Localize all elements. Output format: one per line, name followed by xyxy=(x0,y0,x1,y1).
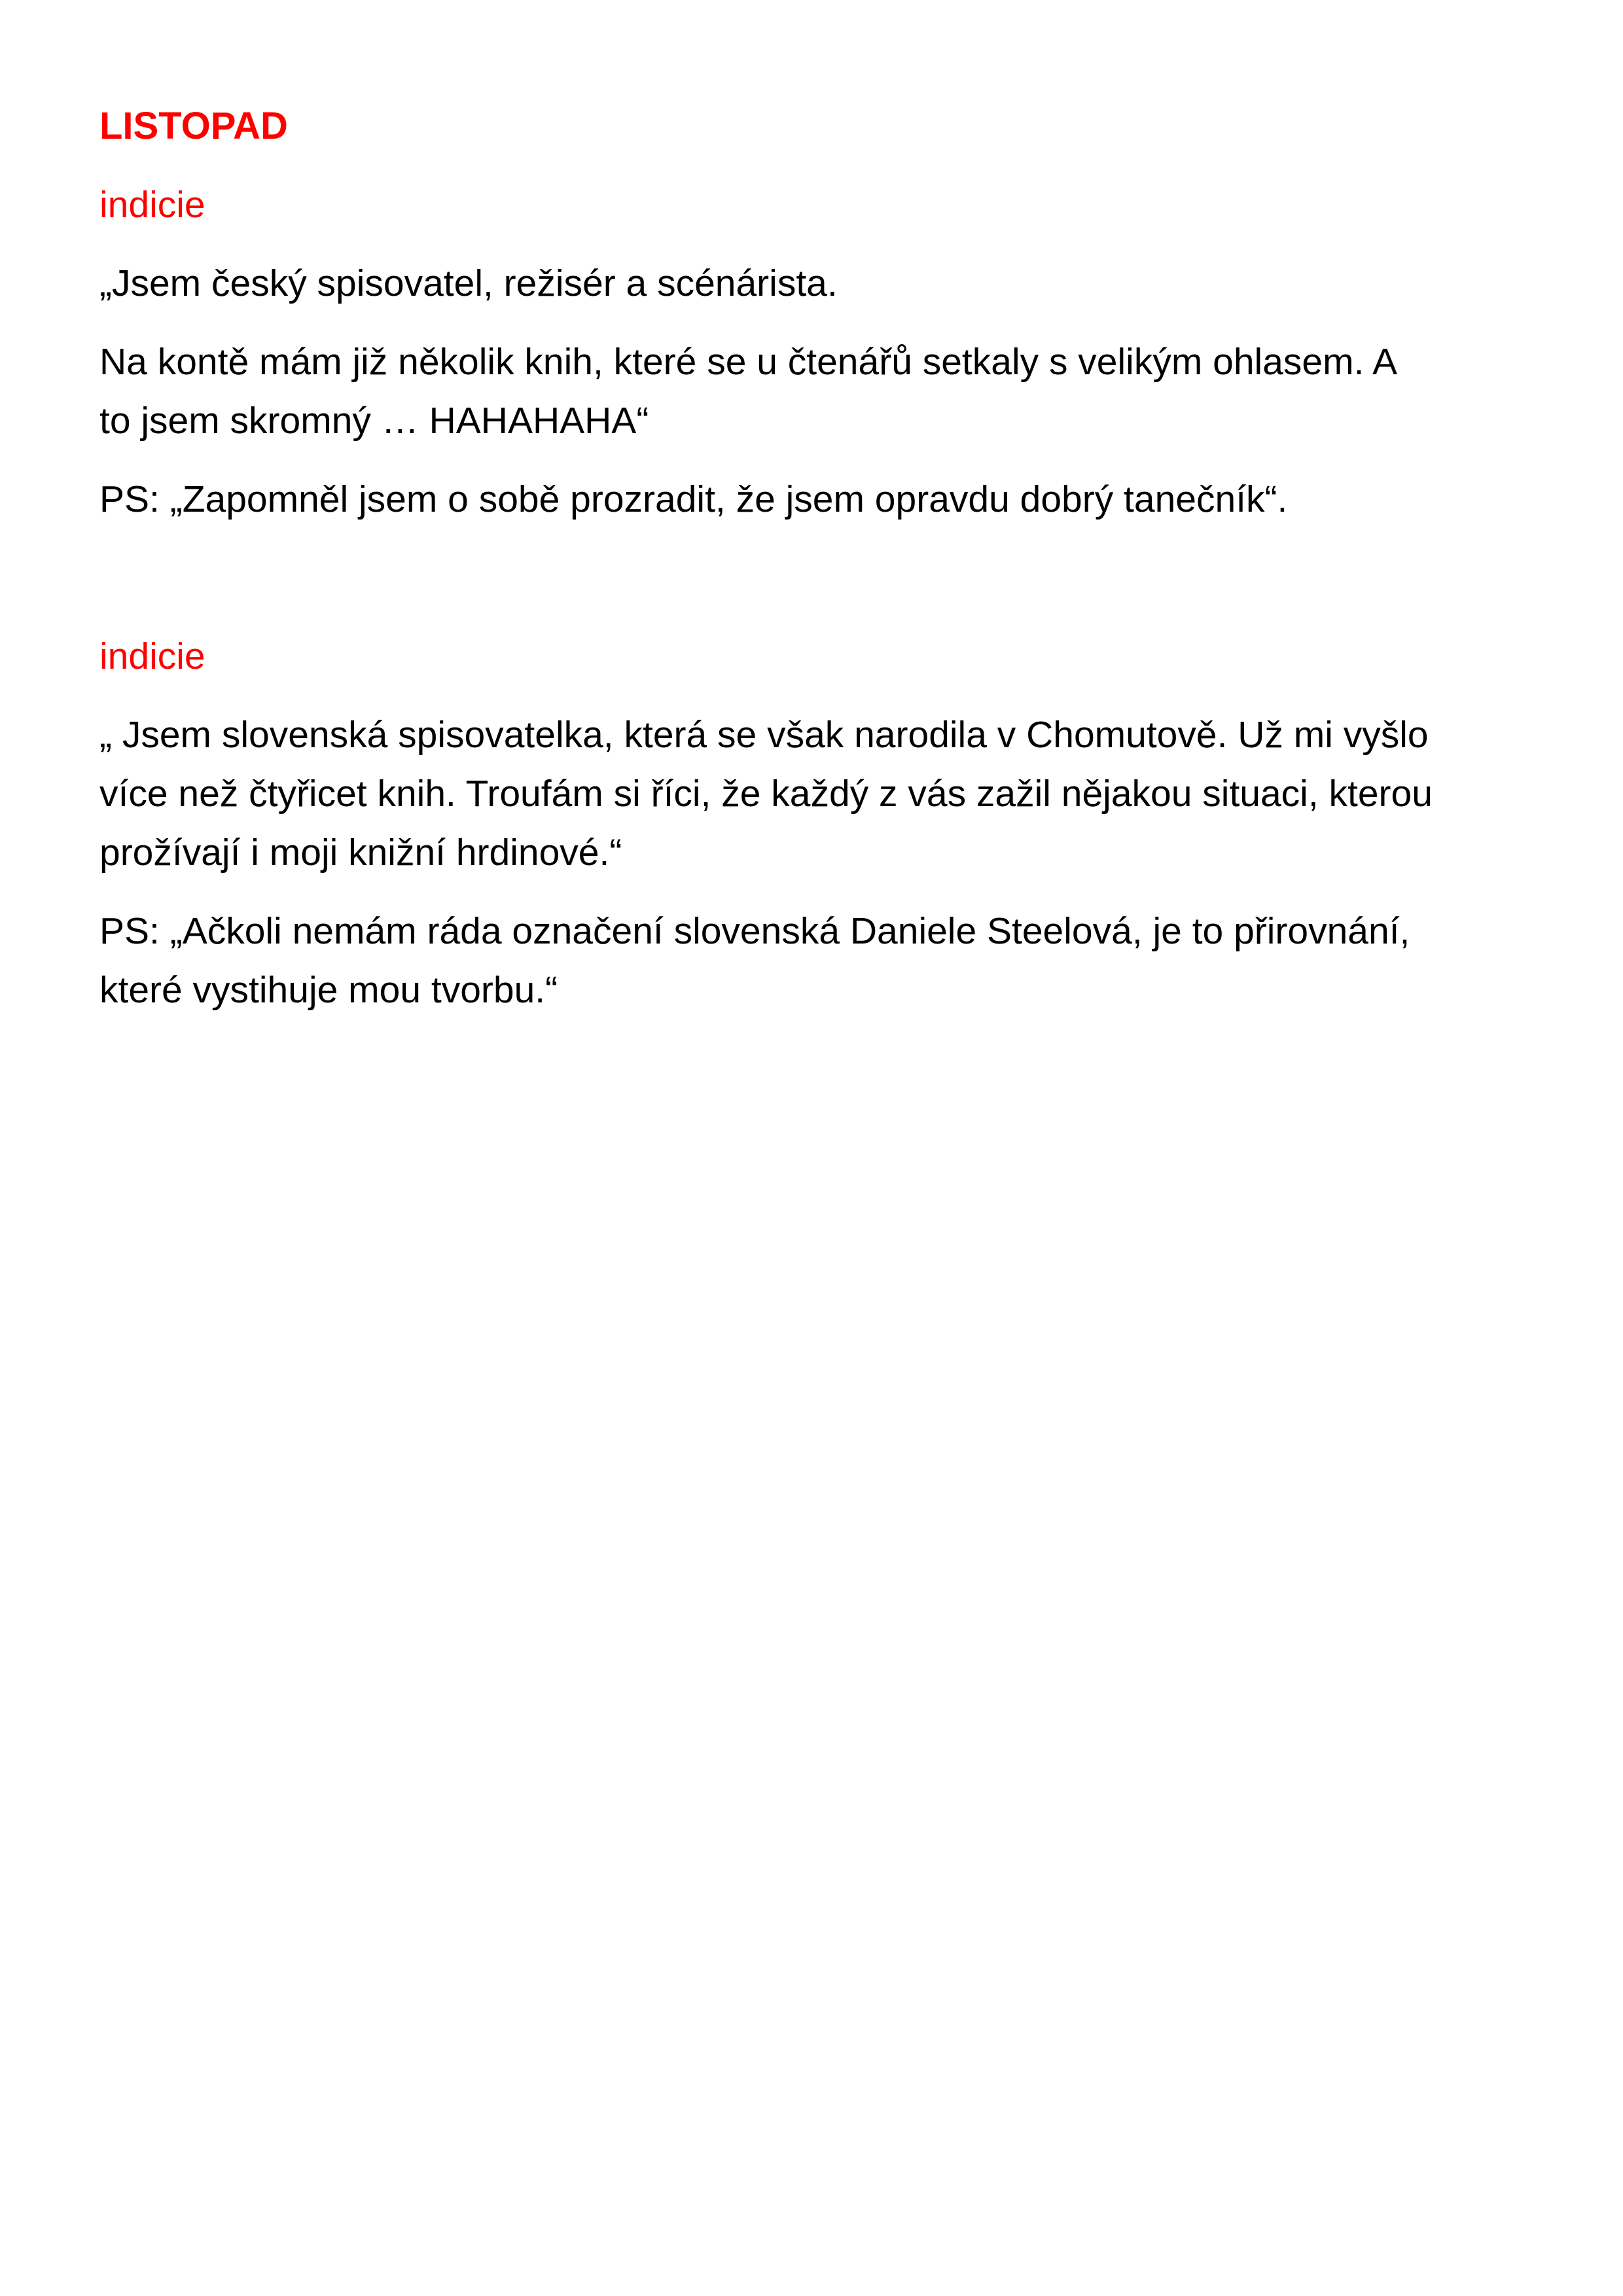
paragraph-line: Na kontě mám již několik knih, které se u čtenářů setkaly s velikým ohlasem. A xyxy=(99,341,1398,383)
paragraph-line: více než čtyřicet knih. Troufám si říci, že každý z vás zažil nějakou situaci, kterou xyxy=(99,773,1433,815)
clue-paragraph xyxy=(99,705,1531,882)
clue-postscript xyxy=(99,470,1531,529)
clue-postscript xyxy=(99,902,1531,1019)
section-spacer xyxy=(99,548,1531,627)
clue-section xyxy=(99,627,1531,1019)
paragraph-line: PS: „Ačkoli nemám ráda označení slovenská Daniele Steelová, je to přirovnání, xyxy=(99,910,1410,952)
clue-label: indicie xyxy=(99,184,205,226)
paragraph-line: které vystihuje mou tvorbu.“ xyxy=(99,969,558,1011)
paragraph-line: PS: „Zapomněl jsem o sobě prozradit, že jsem opravdu dobrý tanečník“. xyxy=(99,478,1288,520)
paragraph-line: to jsem skromný … HAHAHAHA“ xyxy=(99,400,649,442)
clue-paragraph xyxy=(99,254,1531,313)
month-heading: LISTOPAD xyxy=(99,105,288,147)
document-content xyxy=(0,0,1623,1019)
paragraph-line: „Jsem český spisovatel, režisér a scénárista. xyxy=(99,262,838,304)
paragraph-line: „ Jsem slovenská spisovatelka, která se však narodila v Chomutově. Už mi vyšlo xyxy=(99,714,1429,756)
paragraph-line: prožívají i moji knižní hrdinové.“ xyxy=(99,832,622,874)
clue-paragraph xyxy=(99,332,1531,450)
clue-section xyxy=(99,175,1531,529)
clue-label: indicie xyxy=(99,635,205,677)
